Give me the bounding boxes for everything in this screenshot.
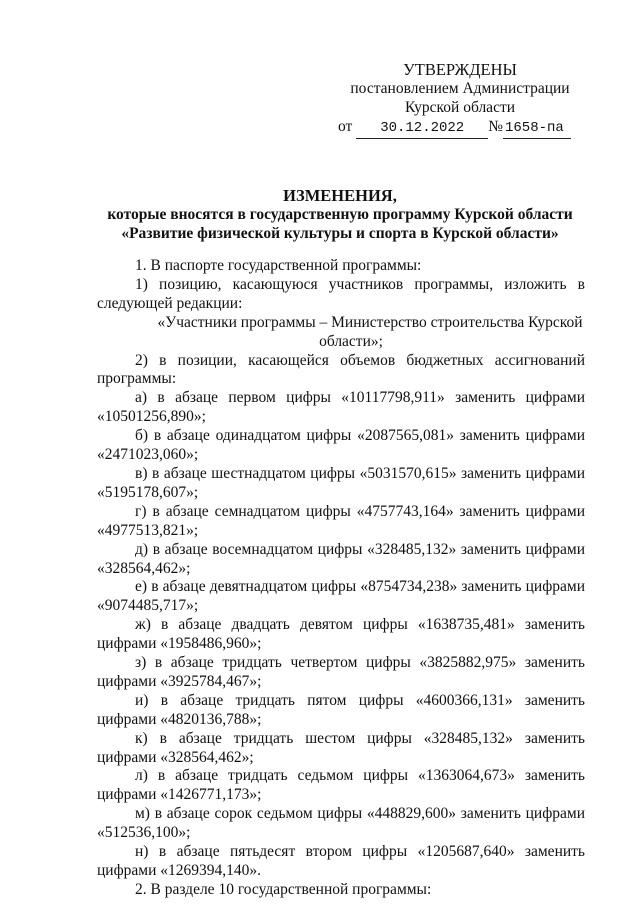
paragraph: б) в абзаце одинадцатом цифры «2087565,081» заменить цифрами «2471023,060»; [97,427,585,464]
approval-number: 1658-па [503,119,571,139]
paragraph: е) в абзаце девятнадцатом цифры «8754734,238» заменить цифрами «9074485,717»; [97,578,585,615]
approval-title: УТВЕРЖДЕНЫ [403,60,517,79]
paragraph: 1. В паспорте государственной программы: [135,257,422,274]
paragraph: 2) в позиции, касающейся объемов бюджетных ассигнований программы: [97,351,585,388]
paragraph: л) в абзаце тридцать седьмом цифры «1363064,673» заменить цифрами «1426771,173»; [97,767,585,804]
paragraph: 1) позицию, касающуюся участников программы, изложить в следующей редакции: [97,275,585,312]
paragraph: ж) в абзаце двадцать девятом цифры «1638735,481» заменить цифрами «1958486,960»; [97,616,585,653]
paragraph: д) в абзаце восемнадцатом цифры «328485,132» заменить цифрами «328564,462»; [97,540,585,577]
paragraph: в) в абзаце шестнадцатом цифры «5031570,615» заменить цифрами «5195178,607»; [97,464,585,501]
document-body [97,257,585,900]
paragraph: 2. В разделе 10 государственной программы: [135,880,432,898]
heading-line-1: которые вносятся в государственную программу Курской области [107,206,573,223]
from-label: от [338,118,353,135]
paragraph-quote: «Участники программы – Министерство строительства Курской области»; [157,313,583,350]
paragraph: з) в абзаце тридцать четвертом цифры «3825882,975» заменить цифрами «3925784,467»; [97,654,585,690]
paragraph: м) в абзаце сорок седьмом цифры «448829,600» заменить цифрами «512536,100»; [97,805,585,842]
paragraph: г) в абзаце семнадцатом цифры «4757743,164» заменить цифрами «4977513,821»; [97,502,585,539]
approval-stamp [330,60,590,139]
approval-date-line [330,117,590,139]
paragraph: и) в абзаце тридцать пятом цифры «4600366,131» заменить цифрами «4820136,788»; [97,691,585,728]
heading-line-2: «Развитие физической культуры и спорта в Курской области» [121,225,559,242]
document-heading [80,186,600,243]
number-sign: № [488,118,503,135]
paragraph: н) в абзаце пятьдесят втором цифры «1205687,640» заменить цифрами «1269394,140». [97,843,585,879]
paragraph: а) в абзаце первом цифры «10117798,911» заменить цифрами «10501256,890»; [97,389,585,426]
paragraph: к) в абзаце тридцать шестом цифры «328485,132» заменить цифрами «328564,462»; [97,729,585,766]
approval-line-2: Курской области [404,99,516,116]
heading-title: ИЗМЕНЕНИЯ, [283,186,397,205]
approval-date: 30.12.2022 [356,119,488,139]
approval-line-1: постановлением Администрации [350,80,570,97]
